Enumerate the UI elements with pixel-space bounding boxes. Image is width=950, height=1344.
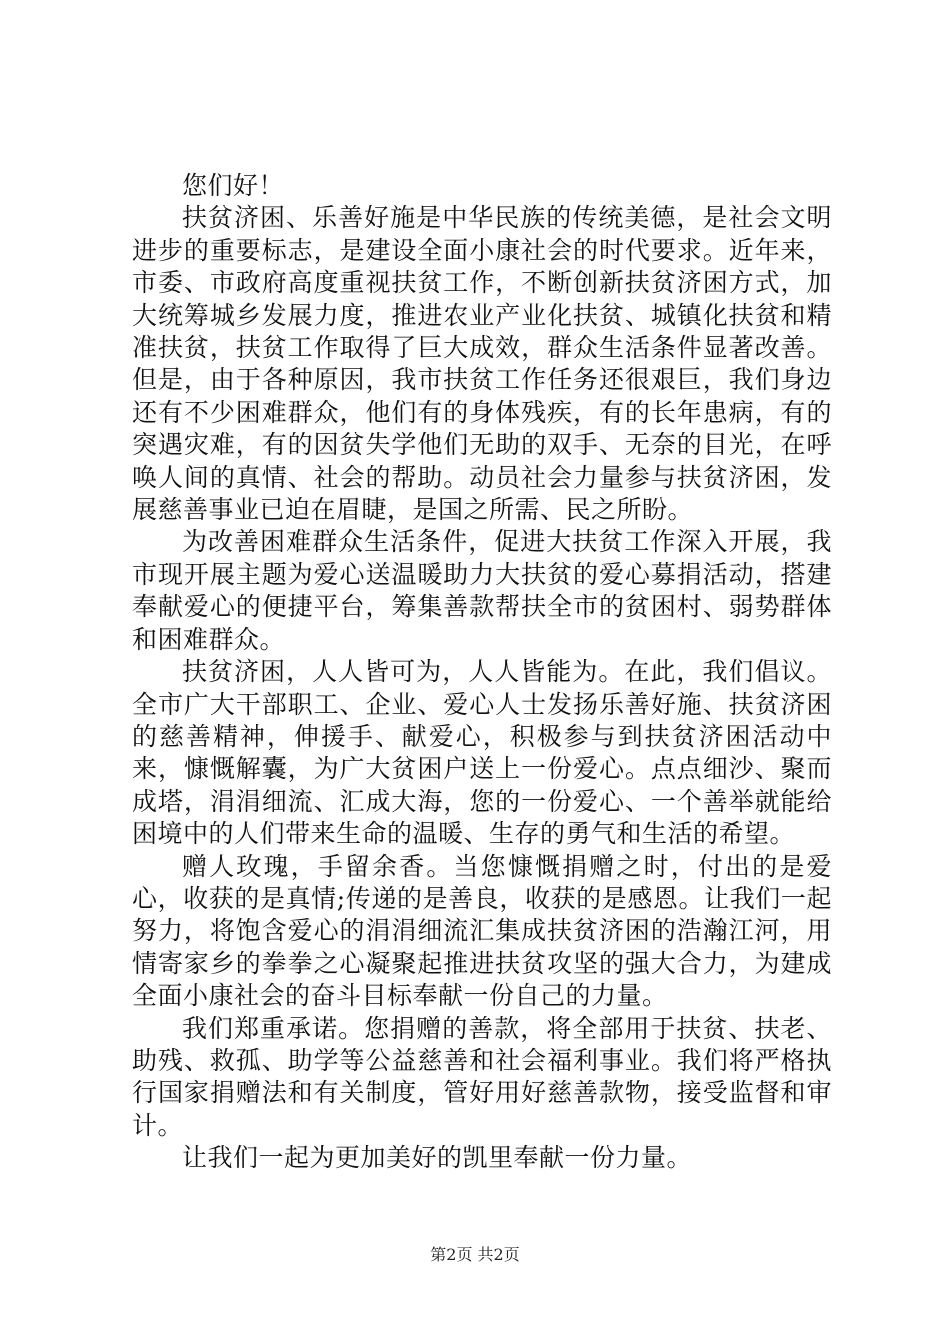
paragraph-2: 为改善困难群众生活条件，促进大扶贫工作深入开展，我市现开展主题为爱心送温暖助力大扶贫的爱心募捐活动，搭建奉献爱心的便捷平台，筹集善款帮扶全市的贫困村、弱势群体和困难群众。 (132, 527, 832, 654)
document-body (132, 170, 832, 1175)
paragraph-1: 扶贫济困、乐善好施是中华民族的传统美德，是社会文明进步的重要标志，是建设全面小康社会的时代要求。近年来，市委、市政府高度重视扶贫工作，不断创新扶贫济困方式，加大统筹城乡发展力度，推进农业产业化扶贫、城镇化扶贫和精准扶贫，扶贫工作取得了巨大成效，群众生活条件显著改善。但是，由于各种原因，我市扶贫工作任务还很艰巨，我们身边还有不少困难群众，他们有的身体残疾，有的长年患病，有的突遇灾难，有的因贫失学他们无助的双手、无奈的目光，在呼唤人间的真情、社会的帮助。动员社会力量参与扶贫济困，发展慈善事业已迫在眉睫，是国之所需、民之所盼。 (132, 203, 832, 525)
paragraph-6: 让我们一起为更加美好的凯里奉献一份力量。 (182, 1143, 693, 1173)
paragraph-3: 扶贫济困，人人皆可为，人人皆能为。在此，我们倡议。全市广大干部职工、企业、爱心人士发扬乐善好施、扶贫济困的慈善精神，伸援手、献爱心，积极参与到扶贫济困活动中来，慷慨解囊，为广大贫困户送上一份爱心。点点细沙、聚而成塔，涓涓细流、汇成大海，您的一份爱心、一个善举就能给困境中的人们带来生命的温暖、生存的勇气和生活的希望。 (132, 657, 832, 849)
page-number-footer: 第2页 共2页 (430, 1245, 520, 1264)
paragraph-5: 我们郑重承诺。您捐赠的善款，将全部用于扶贫、扶老、助残、救孤、助学等公益慈善和社会福利事业。我们将严格执行国家捐赠法和有关制度，管好用好慈善款物，接受监督和审计。 (132, 1013, 832, 1140)
greeting-line: 您们好！ (182, 171, 285, 200)
paragraph-4: 赠人玫瑰，手留余香。当您慷慨捐赠之时，付出的是爱心，收获的是真情;传递的是善良，收获的是感恩。让我们一起努力，将饱含爱心的涓涓细流汇集成扶贫济困的浩瀚江河，用情寄家乡的拳拳之心凝聚起推进扶贫攻坚的强大合力，为建成全面小康社会的奋斗目标奉献一份自己的力量。 (132, 851, 832, 1011)
